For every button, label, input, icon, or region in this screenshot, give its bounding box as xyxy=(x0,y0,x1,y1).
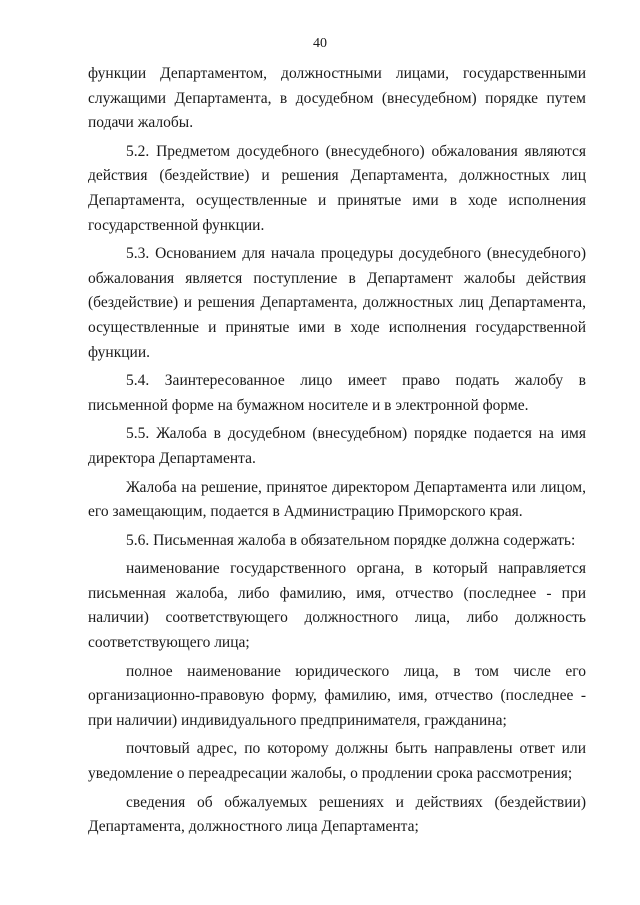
paragraph-5-4: 5.4. Заинтересованное лицо имеет право подать жалобу в письменной форме на бумажном носителе и в электронной форме. xyxy=(88,372,586,414)
document-body xyxy=(88,62,586,840)
paragraph-5-3: 5.3. Основанием для начала процедуры досудебного (внесудебного) обжалования является поступление в Департамент жалобы действия (бездействие) и решения Департамента, должностных лиц Департамента, осуществленные и принятые ими в ходе исполнения государственной функции. xyxy=(88,245,586,361)
paragraph-continuation: функции Департаментом, должностными лицами, государственными служащими Департамента, в досудебном (внесудебном) порядке путем подачи жалобы. xyxy=(88,65,586,132)
paragraph-5-5: 5.5. Жалоба в досудебном (внесудебном) порядке подается на имя директора Департамента. xyxy=(88,425,586,467)
paragraph-5-6: 5.6. Письменная жалоба в обязательном порядке должна содержать: xyxy=(126,531,576,549)
paragraph-item-appealed-decisions: сведения об обжалуемых решениях и действиях (бездействии) Департамента, должностного лица Департамента; xyxy=(88,793,586,836)
page-number: 40 xyxy=(313,36,327,51)
paragraph-item-authority-name: наименование государственного органа, в который направляется письменная жалоба, либо фамилию, имя, отчество (последнее - при наличии) соответствующего должностного лица, либо должность соответствующего лица; xyxy=(88,560,586,652)
paragraph-item-legal-entity: полное наименование юридического лица, в том числе его организационно-правовую форму, фамилию, имя, отчество (последнее - при наличии) индивидуального предпринимателя, гражданина; xyxy=(88,662,586,729)
paragraph-appeal-director: Жалоба на решение, принятое директором Департамента или лицом, его замещающим, подается в Администрацию Приморского края. xyxy=(88,478,586,521)
paragraph-5-2: 5.2. Предметом досудебного (внесудебного) обжалования являются действия (бездействие) и решения Департамента, должностных лиц Департамента, осуществленные и принятые ими в ходе исполнения государственной функции. xyxy=(88,142,586,234)
paragraph-item-postal-address: почтовый адрес, по которому должны быть направлены ответ или уведомление о переадресации жалобы, о продлении срока рассмотрения; xyxy=(88,740,586,783)
